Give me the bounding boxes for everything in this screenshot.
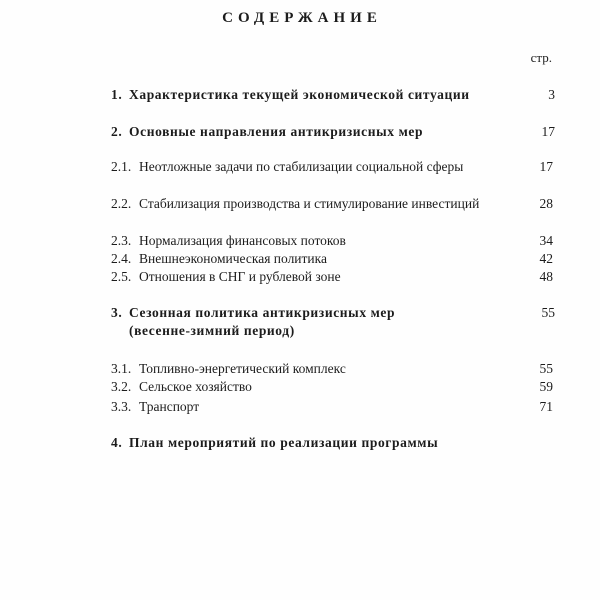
toc-entry-page: 48 xyxy=(539,269,553,284)
toc-entry-2-3 xyxy=(111,232,555,250)
toc-entry-text: Основные направления антикризисных мер xyxy=(129,124,424,139)
toc-entry-number: 2.3. xyxy=(111,233,132,248)
toc-entry-text: Транспорт xyxy=(139,399,200,414)
toc-entry-number: 2.5. xyxy=(111,269,132,284)
toc-entry-page: 55 xyxy=(539,361,553,376)
toc-entry-text: Неотложные задачи по стабилизации социальной сферы xyxy=(139,159,464,174)
toc-entry-2-1 xyxy=(111,158,555,176)
toc-entry-2-4 xyxy=(111,250,555,268)
toc-entry-4 xyxy=(111,434,555,452)
toc-entry-page: 34 xyxy=(539,233,553,248)
toc-entry-page: 42 xyxy=(539,251,553,266)
toc-entry-text: Отношения в СНГ и рублевой зоне xyxy=(139,269,341,284)
toc-entry-text: Нормализация финансовых потоков xyxy=(139,233,346,248)
toc-entry-text: Характеристика текущей экономической ситуации xyxy=(129,87,470,102)
toc-entry-text: Сельское хозяйство xyxy=(139,379,252,394)
toc-entry-page: 17 xyxy=(541,124,555,139)
page-title: СОДЕРЖАНИЕ xyxy=(222,10,382,26)
toc-entry-2-5 xyxy=(111,268,555,286)
toc-entry-number: 2.4. xyxy=(111,251,132,266)
toc-entry-text: Стабилизация производства и стимулирование инвестиций xyxy=(139,196,480,211)
toc-entry-text: Топливно-энергетический комплекс xyxy=(139,361,346,376)
toc-entry-number: 3.2. xyxy=(111,379,132,394)
toc-entry-text: Внешнеэкономическая политика xyxy=(139,251,328,266)
toc-entry-3-1 xyxy=(111,360,555,378)
toc-entry-number: 2.1. xyxy=(111,159,132,174)
toc-entry-number: 2.2. xyxy=(111,196,132,211)
toc-entry-page: 17 xyxy=(539,159,553,174)
page-column-label: стр. xyxy=(530,50,552,65)
toc-entry-text: План мероприятий по реализации программы xyxy=(129,435,439,450)
toc-entry-number: 4. xyxy=(111,435,123,450)
toc-entry-number: 3. xyxy=(111,305,123,320)
toc-entry-2 xyxy=(111,123,555,141)
toc-entry-number: 2. xyxy=(111,124,123,139)
toc-entry-number: 3.1. xyxy=(111,361,132,376)
toc-entry-text: Сезонная политика антикризисных мер (весенне-зимний период) xyxy=(129,305,396,338)
toc-entry-3 xyxy=(111,304,555,340)
toc-entry-1 xyxy=(111,86,555,104)
toc-entry-3-3 xyxy=(111,398,555,416)
toc-entry-page: 3 xyxy=(548,87,555,102)
toc-entry-number: 3.3. xyxy=(111,399,132,414)
toc-entry-page: 55 xyxy=(541,305,555,320)
toc-entry-page: 71 xyxy=(539,399,553,414)
toc-entry-page: 59 xyxy=(539,379,553,394)
toc-entry-number: 1. xyxy=(111,87,123,102)
toc-entry-3-2 xyxy=(111,378,555,396)
toc-entry-2-2 xyxy=(111,195,555,213)
toc-entry-page: 28 xyxy=(539,196,553,211)
